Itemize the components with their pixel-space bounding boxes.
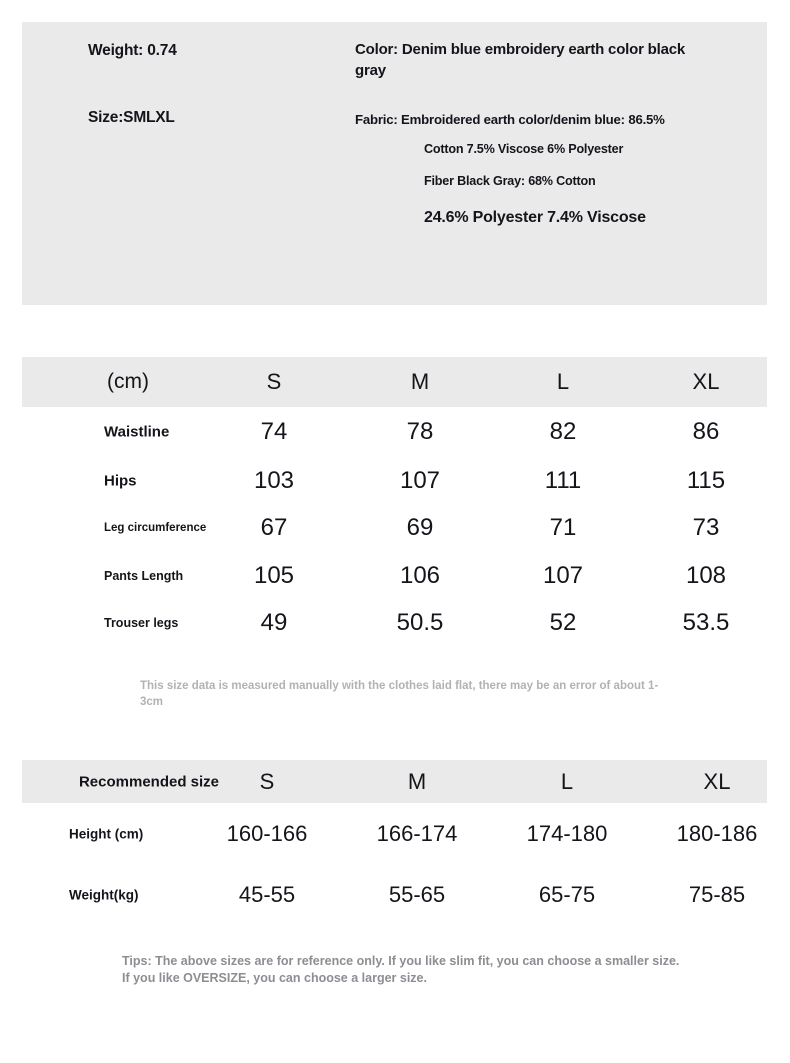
recommended-table-unit-header: Recommended size	[78, 773, 220, 790]
table-row	[22, 504, 767, 552]
size-value-pants-length-m: 106	[399, 561, 441, 589]
recommended-value-weight-m: 55-65	[388, 882, 446, 907]
recommended-row-label-weight: Weight(kg)	[69, 887, 139, 903]
size-value-trouser-legs-l: 52	[549, 608, 577, 636]
size-value-hips-xl: 115	[686, 466, 726, 494]
size-value-waistline-m: 78	[406, 418, 434, 445]
recommended-size-table	[22, 760, 767, 925]
size-value-leg-circumference-l: 71	[549, 514, 577, 541]
size-value-leg-circumference-xl: 73	[692, 514, 720, 541]
recommended-value-height-m: 166-174	[376, 821, 458, 846]
size-value-waistline-l: 82	[549, 418, 577, 445]
product-color-label: Color: Denim blue embroidery earth color black gray	[355, 41, 686, 79]
size-value-trouser-legs-m: 50.5	[396, 608, 444, 636]
size-value-leg-circumference-m: 69	[406, 514, 434, 541]
size-value-pants-length-s: 105	[253, 561, 295, 589]
size-value-trouser-legs-s: 49	[260, 608, 288, 636]
table-row	[22, 407, 767, 457]
recommended-value-weight-xl: 75-85	[688, 882, 746, 907]
recommended-row-label-height: Height (cm)	[69, 826, 144, 842]
product-info-panel	[22, 22, 767, 305]
recommended-table-column-header-s: S	[259, 768, 275, 794]
table-row	[22, 865, 767, 925]
recommended-table-column-header-m: M	[407, 768, 427, 794]
recommended-value-height-l: 174-180	[526, 821, 608, 846]
recommended-value-weight-l: 65-75	[538, 882, 596, 907]
size-table-column-header-s: S	[266, 369, 282, 394]
size-value-pants-length-xl: 108	[685, 561, 727, 589]
size-value-hips-l: 111	[544, 466, 582, 494]
sizing-tips-note: Tips: The above sizes are for reference only. If you like slim fit, you can choose a smaller size. If you like OVERSIZE, you can choose a larger size.	[122, 954, 680, 985]
recommended-table-header-row	[22, 760, 767, 803]
product-weight-label: Weight: 0.74	[88, 42, 177, 59]
size-value-pants-length-l: 107	[542, 561, 584, 589]
size-measurement-table	[22, 357, 767, 646]
size-row-label-leg-circumference: Leg circumference	[104, 522, 207, 534]
size-measurement-disclaimer: This size data is measured manually with the clothes laid flat, there may be an error of about 1-3cm	[140, 680, 659, 708]
product-fabric-line-3: Fiber Black Gray: 68% Cotton	[424, 174, 596, 188]
size-table-header-row	[22, 357, 767, 407]
product-size-label: Size:SMLXL	[88, 109, 175, 126]
size-value-trouser-legs-xl: 53.5	[682, 608, 730, 636]
recommended-value-height-xl: 180-186	[676, 821, 758, 846]
recommended-value-height-s: 160-166	[226, 821, 308, 846]
size-value-waistline-s: 74	[260, 418, 288, 445]
recommended-value-weight-s: 45-55	[238, 882, 296, 907]
table-row	[22, 552, 767, 599]
size-value-hips-s: 103	[253, 466, 295, 494]
size-table-unit-header: (cm)	[107, 370, 149, 393]
size-table-column-header-m: M	[410, 369, 430, 394]
size-value-waistline-xl: 86	[692, 418, 720, 445]
recommended-table-column-header-l: L	[560, 768, 574, 794]
table-row	[22, 457, 767, 504]
size-row-label-hips: Hips	[104, 472, 137, 489]
product-fabric-line-1: Fabric: Embroidered earth color/denim blue: 86.5%	[355, 112, 665, 127]
recommended-table-column-header-xl: XL	[703, 768, 731, 794]
size-table-column-header-xl: XL	[692, 369, 720, 394]
product-fabric-line-2: Cotton 7.5% Viscose 6% Polyester	[424, 142, 624, 156]
table-row	[22, 803, 767, 865]
size-value-hips-m: 107	[399, 466, 441, 494]
size-row-label-waistline: Waistline	[104, 423, 170, 441]
product-fabric-line-4: 24.6% Polyester 7.4% Viscose	[424, 209, 646, 226]
size-table-column-header-l: L	[556, 369, 570, 394]
size-row-label-trouser-legs: Trouser legs	[104, 615, 179, 630]
size-value-leg-circumference-s: 67	[260, 514, 288, 541]
table-row	[22, 599, 767, 646]
size-row-label-pants-length: Pants Length	[104, 568, 184, 583]
